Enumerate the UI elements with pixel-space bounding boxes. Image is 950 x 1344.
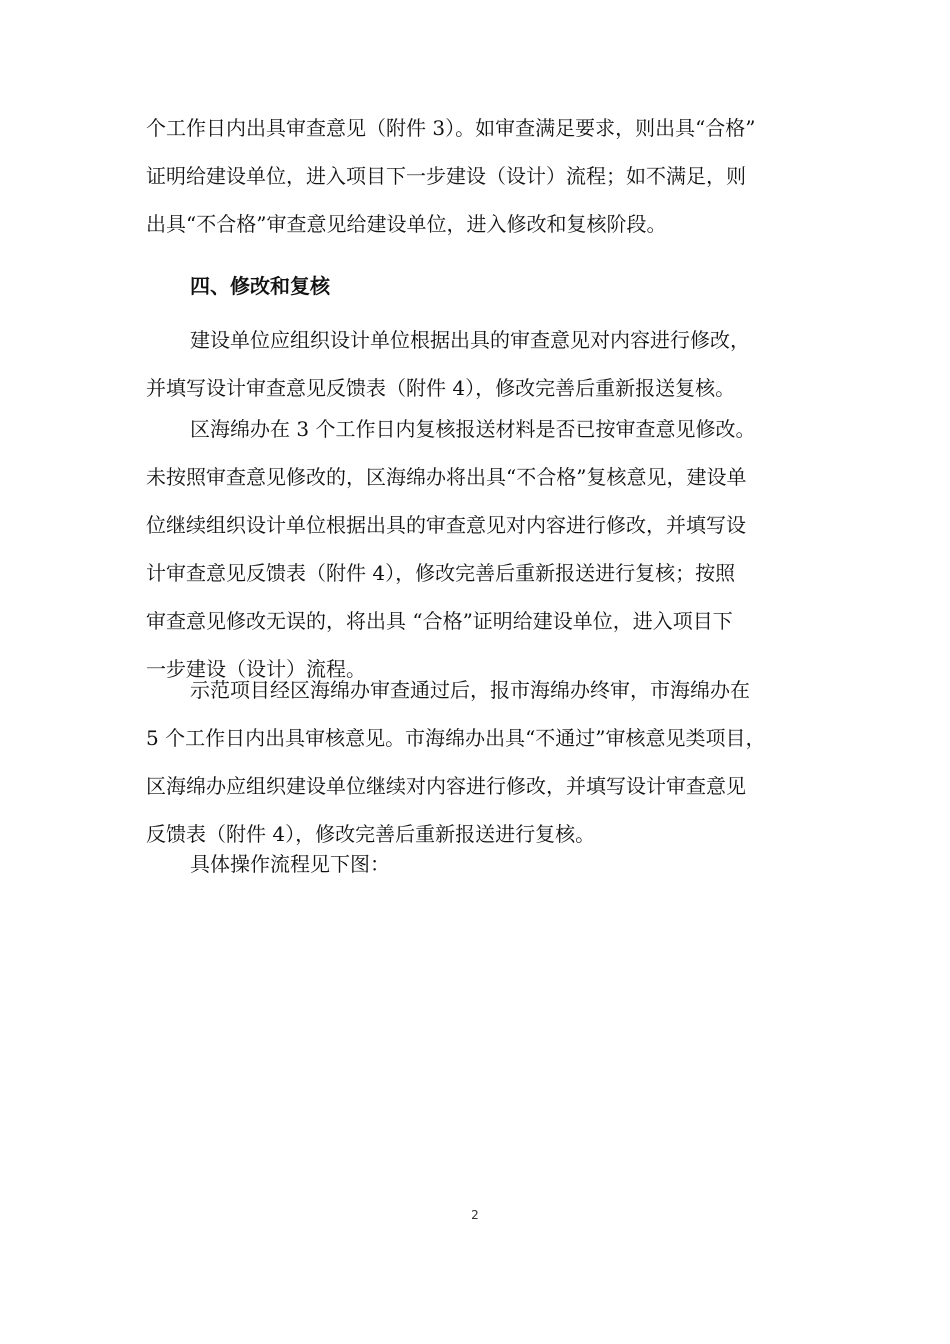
text-line: 证明给建设单位，进入项目下一步建设（设计）流程；如不满足，则 [146, 164, 746, 188]
paragraph-flow-reference [146, 840, 806, 888]
paragraph-city-review [146, 666, 806, 858]
page-number: 2 [471, 1208, 479, 1222]
text-line: 区海绵办应组织建设单位继续对内容进行修改，并填写设计审查意见 [146, 774, 746, 798]
text-line: 出具“不合格”审查意见给建设单位，进入修改和复核阶段。 [146, 212, 667, 236]
text-line: 并填写设计审查意见反馈表（附件 4），修改完善后重新报送复核。 [146, 376, 736, 400]
text-line: 5 个工作日内出具审核意见。市海绵办出具“不通过”审核意见类项目， [146, 726, 766, 750]
paragraph-revision-intro [146, 316, 806, 412]
text-line: 建设单位应组织设计单位根据出具的审查意见对内容进行修改， [190, 328, 750, 352]
text-line: 示范项目经区海绵办审查通过后，报市海绵办终审，市海绵办在 [190, 678, 750, 702]
text-line: 个工作日内出具审查意见（附件 3）。如审查满足要求，则出具“合格” [146, 116, 756, 140]
text-line: 位继续组织设计单位根据出具的审查意见对内容进行修改，并填写设 [146, 513, 746, 537]
text-line: 反馈表（附件 4），修改完善后重新报送进行复核。 [146, 822, 596, 846]
text-line: 未按照审查意见修改的，区海绵办将出具“不合格”复核意见，建设单 [146, 465, 747, 489]
text-line: 区海绵办在 3 个工作日内复核报送材料是否已按审查意见修改。 [190, 417, 756, 441]
section-heading: 四、修改和复核 [190, 274, 330, 298]
text-line: 一步建设（设计）流程。 [146, 657, 366, 681]
text-line: 审查意见修改无误的，将出具 “合格”证明给建设单位，进入项目下 [146, 609, 733, 633]
paragraph-district-review [146, 405, 806, 693]
paragraph-review-result [146, 104, 806, 248]
text-line: 具体操作流程见下图： [190, 852, 390, 876]
text-line: 计审查意见反馈表（附件 4），修改完善后重新报送进行复核；按照 [146, 561, 736, 585]
